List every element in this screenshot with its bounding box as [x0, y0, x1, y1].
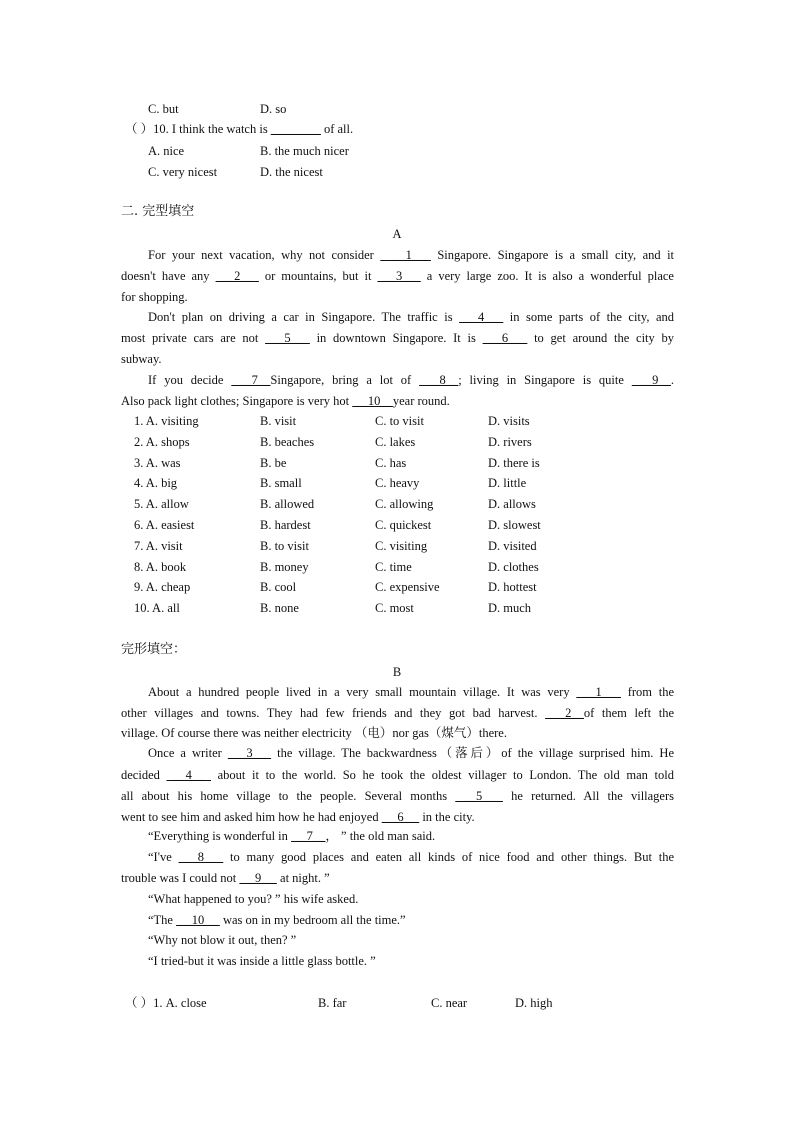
option-a-5-c: C. allowing — [375, 497, 434, 511]
option-a-5-a: 5. A. allow — [134, 497, 189, 511]
option-a-10-c: C. most — [375, 601, 414, 615]
passage-b-line-14: “I tried-but it was inside a little glass bottle. ” — [148, 954, 376, 968]
option-b1-d: D. high — [515, 996, 553, 1010]
option-a-1-b: B. visit — [260, 414, 297, 428]
option-a-2-b: B. beaches — [260, 435, 315, 449]
passage-b-line-9: “I've __8__ to many good places and eaten all kinds of nice food and other things. But the — [148, 850, 675, 864]
passage-b-line-13: “Why not blow it out, then? ” — [148, 933, 297, 947]
option-a-6-c: C. quickest — [375, 518, 432, 532]
passage-b-line-1: About a hundred people lived in a very small mountain village. It was very __1__ from the — [148, 685, 675, 699]
passage-a-line-1: For your next vacation, why not consider __1__ Singapore. Singapore is a small city, and it — [148, 248, 675, 262]
option-10d: D. the nicest — [260, 165, 323, 179]
option-a-6-b: B. hardest — [260, 518, 311, 532]
option-a-7-a: 7. A. visit — [134, 539, 183, 553]
passage-b-line-4: Once a writer __3__ the village. The backwardness（落后）of the village surprised him. He — [148, 746, 675, 760]
option-9c: C. but — [148, 102, 179, 116]
passage-b-line-5: decided __4__ about it to the world. So he took the oldest villager to London. The old man told — [121, 768, 674, 782]
option-a-10-d: D. much — [488, 601, 532, 615]
option-a-2-d: D. rivers — [488, 435, 532, 449]
passage-a-line-4: Don't plan on driving a car in Singapore. The traffic is __4__ in some parts of the city, and — [148, 310, 674, 324]
passage-b-line-3: village. Of course there was neither electricity （电）nor gas（煤气）there. — [121, 726, 507, 740]
option-10b: B. the much nicer — [260, 144, 349, 158]
option-a-5-d: D. allows — [488, 497, 536, 511]
option-a-5-b: B. allowed — [260, 497, 315, 511]
option-a-8-a: 8. A. book — [134, 560, 187, 574]
question-b1: （ ）1. A. close — [125, 996, 207, 1010]
option-a-4-a: 4. A. big — [134, 476, 178, 490]
passage-b-line-12: “The __10__ was on in my bedroom all the time.” — [148, 913, 406, 927]
option-a-4-d: D. little — [488, 476, 527, 490]
passage-b-line-7: went to see him and asked him how he had enjoyed __6__ in the city. — [121, 810, 475, 824]
passage-b-line-6: all about his home village to the people. Several months __5__ he returned. All the villagers — [121, 789, 675, 803]
option-a-9-a: 9. A. cheap — [134, 580, 191, 594]
passage-b-line-10: trouble was I could not __9__ at night. ” — [121, 871, 330, 885]
passage-a-line-5: most private cars are not __5__ in downtown Singapore. It is __6__ to get around the city by — [121, 331, 675, 345]
option-10c: C. very nicest — [148, 165, 218, 179]
passage-a-line-8: Also pack light clothes; Singapore is very hot __10__year round. — [121, 394, 450, 408]
option-a-8-c: C. time — [375, 560, 412, 574]
option-a-7-c: C. visiting — [375, 539, 428, 553]
passage-a-label: A — [392, 227, 402, 241]
option-a-7-b: B. to visit — [260, 539, 309, 553]
option-10a: A. nice — [148, 144, 185, 158]
option-a-7-d: D. visited — [488, 539, 537, 553]
section-heading-cloze: 二. 完型填空 — [121, 204, 195, 219]
option-a-3-b: B. be — [260, 456, 287, 470]
option-a-4-c: C. heavy — [375, 476, 420, 490]
option-a-3-c: C. has — [375, 456, 407, 470]
option-a-9-d: D. hottest — [488, 580, 537, 594]
option-b1-c: C. near — [431, 996, 468, 1010]
option-a-10-b: B. none — [260, 601, 299, 615]
option-a-8-b: B. money — [260, 560, 309, 574]
option-a-2-a: 2. A. shops — [134, 435, 190, 449]
passage-a-line-3: for shopping. — [121, 290, 188, 304]
option-a-1-d: D. visits — [488, 414, 530, 428]
passage-a-line-6: subway. — [121, 352, 162, 366]
section-heading-cloze-b: 完形填空： — [121, 642, 187, 657]
option-9d: D. so — [260, 102, 287, 116]
passage-a-line-2: doesn't have any __2__ or mountains, but it __3__ a very large zoo. It is also a wonderful place — [121, 269, 674, 283]
option-a-8-d: D. clothes — [488, 560, 539, 574]
passage-b-line-2: other villages and towns. They had few friends and they got bad harvest. __2__of them left the — [121, 706, 674, 720]
option-a-10-a: 10. A. all — [134, 601, 180, 615]
option-a-1-c: C. to visit — [375, 414, 424, 428]
option-a-3-d: D. there is — [488, 456, 540, 470]
option-a-6-d: D. slowest — [488, 518, 541, 532]
option-a-3-a: 3. A. was — [134, 456, 181, 470]
passage-a-line-7: If you decide __7__Singapore, bring a lot of __8__; living in Singapore is quite __9__. — [148, 373, 675, 387]
passage-b-line-8: “Everything is wonderful in __7__， ” the old man said. — [148, 829, 436, 843]
passage-b-line-11: “What happened to you? ” his wife asked. — [148, 892, 359, 906]
question-10: （ ）10. I think the watch is ________ of all. — [125, 122, 354, 136]
option-a-4-b: B. small — [260, 476, 302, 490]
option-a-9-b: B. cool — [260, 580, 297, 594]
option-a-6-a: 6. A. easiest — [134, 518, 195, 532]
option-a-1-a: 1. A. visiting — [134, 414, 199, 428]
option-a-9-c: C. expensive — [375, 580, 440, 594]
option-b1-b: B. far — [318, 996, 347, 1010]
option-a-2-c: C. lakes — [375, 435, 416, 449]
passage-b-label: B — [392, 665, 402, 679]
